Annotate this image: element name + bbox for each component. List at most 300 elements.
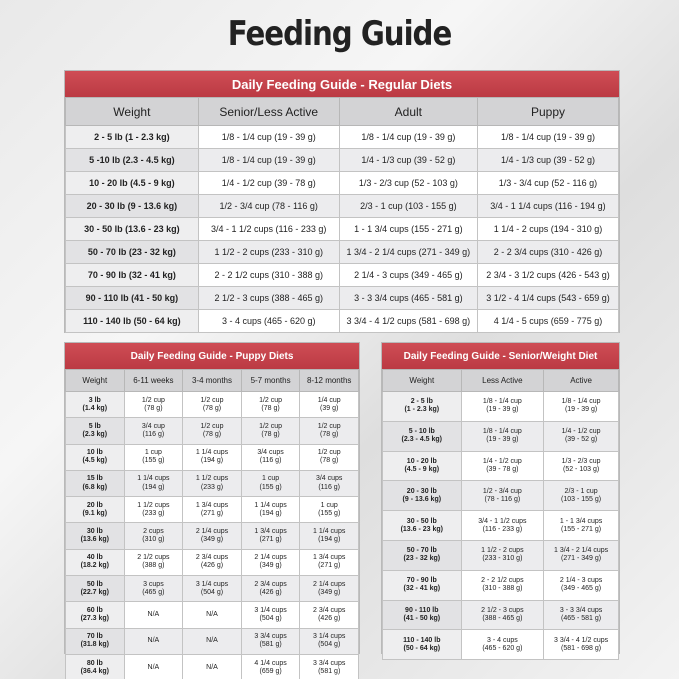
weight-cell: 30 - 50 lb (13.6 - 23 kg) [66,218,199,241]
puppy-col-header: 6-11 weeks [124,370,183,392]
cell-primary-text: 2 1/2 - 3 cups [481,606,524,614]
senior-body [383,392,619,660]
cell-primary-text: 1 - 1 3/4 cups [559,517,603,525]
cell-primary-text: 30 lb [86,528,103,536]
cell-primary-text: 1/2 cup [259,422,283,430]
amount-cell [544,630,619,660]
amount-cell: 3 - 4 cups (465 - 620 g) [198,310,339,333]
cell-primary-text: 5 lb [88,422,101,430]
amount-cell [544,570,619,600]
table-row [383,392,619,422]
senior-col-header: Weight [383,370,462,392]
cell-secondary-text: (19 - 39 g) [486,436,519,444]
cell-primary-text: 15 lb [86,475,103,483]
cell-secondary-text: (1 - 2.3 kg) [404,406,440,414]
amount-cell [183,444,242,470]
amount-cell: 1/4 - 1/2 cup (39 - 78 g) [198,172,339,195]
cell-secondary-text: (50 - 64 kg) [403,644,441,652]
cell-primary-text: N/A [147,663,160,671]
amount-cell [461,570,544,600]
regular-diets-table [64,70,620,333]
cell-secondary-text: (52 - 103 g) [562,465,600,473]
cell-secondary-text: (6.8 kg) [82,483,108,491]
senior-col-header: Active [544,370,619,392]
cell-primary-text: 2 1/4 cups [313,580,346,588]
cell-secondary-text: (32 - 41 kg) [403,585,441,593]
weight-cell [383,451,462,481]
amount-cell: 1/8 - 1/4 cup (19 - 39 g) [477,126,618,149]
amount-cell [183,602,242,628]
table-row [66,654,359,679]
amount-cell [241,392,300,418]
weight-cell [383,540,462,570]
puppy-body [66,392,359,679]
cell-secondary-text: (581 g) [318,667,341,675]
cell-primary-text: 1 3/4 cups [313,554,346,562]
amount-cell [300,523,359,549]
cell-secondary-text: (2.3 kg) [82,430,108,438]
table-row [66,549,359,575]
cell-secondary-text: (9.1 kg) [82,509,108,517]
cell-secondary-text: (155 g) [259,483,282,491]
table-row [66,392,359,418]
table-row [383,451,619,481]
amount-cell [461,540,544,570]
amount-cell [300,628,359,654]
cell-secondary-text: (271 g) [200,509,224,517]
table-row [66,195,619,218]
puppy-diets-table [64,342,360,675]
cell-secondary-text: (349 - 465 g) [561,585,602,593]
cell-primary-text: 1 1/4 cups [313,528,346,536]
weight-cell [66,444,125,470]
cell-primary-text: 1 3/4 cups [195,501,229,509]
cell-secondary-text: (349 g) [318,588,341,596]
cell-secondary-text: (155 g) [318,509,341,517]
cell-primary-text: 2/3 - 1 cup [564,487,598,495]
cell-secondary-text: (78 g) [202,404,222,412]
amount-cell [183,392,242,418]
amount-cell: 1/3 - 2/3 cup (52 - 103 g) [339,172,477,195]
cell-secondary-text: (194 g) [200,457,224,465]
cell-primary-text: 3/4 cups [315,475,343,483]
cell-secondary-text: (194 g) [318,536,341,544]
cell-secondary-text: (2.3 - 4.5 kg) [401,436,443,444]
amount-cell [183,470,242,496]
cell-secondary-text: (194 g) [142,483,165,491]
amount-cell [300,576,359,602]
cell-primary-text: 30 - 50 lb [406,517,437,525]
amount-cell [124,549,183,575]
cell-primary-text: 20 lb [86,501,103,509]
cell-primary-text: 10 - 20 lb [406,457,437,465]
cell-primary-text: 1 3/4 - 2 1/4 cups [554,547,609,555]
cell-secondary-text: (19 - 39 g) [564,406,598,414]
amount-cell: 1 1/2 - 2 cups (233 - 310 g) [198,241,339,264]
weight-cell [66,602,125,628]
weight-cell [383,630,462,660]
cell-secondary-text: (349 g) [259,562,282,570]
cell-primary-text: 1/4 - 1/2 cup [482,457,522,465]
amount-cell [241,497,300,523]
amount-cell: 1 3/4 - 2 1/4 cups (271 - 349 g) [339,241,477,264]
cell-primary-text: 60 lb [86,606,103,614]
cell-secondary-text: (271 g) [318,562,341,570]
amount-cell: 1 1/4 - 2 cups (194 - 310 g) [477,218,618,241]
weight-cell [66,654,125,679]
amount-cell [241,523,300,549]
amount-cell [241,444,300,470]
weight-cell [66,392,125,418]
weight-cell [66,576,125,602]
cell-primary-text: 2 3/4 cups [313,606,346,614]
amount-cell [300,470,359,496]
cell-secondary-text: (23 - 32 kg) [403,555,441,563]
amount-cell: 1 - 1 3/4 cups (155 - 271 g) [339,218,477,241]
cell-primary-text: 50 lb [86,580,103,588]
amount-cell [544,421,619,451]
amount-cell [183,418,242,444]
senior-diets-grid [382,369,619,660]
cell-primary-text: 1/8 - 1/4 cup [482,428,522,436]
cell-primary-text: 3 3/4 cups [313,659,346,667]
amount-cell [300,497,359,523]
cell-secondary-text: (659 g) [259,667,282,675]
cell-secondary-text: (504 g) [200,588,224,596]
cell-primary-text: 1 1/4 cups [137,475,170,483]
cell-primary-text: 3 lb [88,396,101,404]
puppy-diets-grid [65,369,359,679]
cell-secondary-text: (155 g) [142,457,165,465]
puppy-diets-caption: Daily Feeding Guide - Puppy Diets [65,343,359,369]
weight-cell [383,392,462,422]
table-row [383,540,619,570]
amount-cell [124,392,183,418]
amount-cell [183,497,242,523]
cell-primary-text: 1 1/4 cups [254,501,287,509]
amount-cell [124,497,183,523]
cell-secondary-text: (39 g) [320,404,339,412]
amount-cell [461,511,544,541]
table-row [66,523,359,549]
cell-secondary-text: (78 g) [261,430,280,438]
regular-body [66,126,619,333]
puppy-col-header: Weight [66,370,125,392]
regular-diets-caption: Daily Feeding Guide - Regular Diets [65,71,619,97]
cell-secondary-text: (155 - 271 g) [561,525,602,533]
cell-primary-text: 1 1/2 - 2 cups [481,547,524,555]
cell-secondary-text: (36.4 kg) [80,667,109,675]
cell-secondary-text: (78 g) [202,430,222,438]
weight-cell: 90 - 110 lb (41 - 50 kg) [66,287,199,310]
cell-secondary-text: (78 - 116 g) [484,495,521,503]
amount-cell: 1/4 - 1/3 cup (39 - 52 g) [339,149,477,172]
cell-primary-text: 1/2 cup [317,449,341,457]
cell-primary-text: 1/2 cup [259,396,283,404]
weight-cell [66,418,125,444]
table-row [66,418,359,444]
cell-secondary-text: (116 g) [318,483,341,491]
amount-cell: 1/8 - 1/4 cup (19 - 39 g) [198,126,339,149]
table-row [383,630,619,660]
cell-primary-text: 1/2 cup [200,422,224,430]
table-row [66,241,619,264]
amount-cell [544,600,619,630]
regular-col-header: Puppy [477,98,618,126]
amount-cell [124,523,183,549]
senior-col-header: Less Active [461,370,544,392]
cell-primary-text: 1/2 cup [141,396,165,404]
cell-secondary-text: (426 g) [318,615,341,623]
cell-secondary-text: (13.6 - 23 kg) [400,525,443,533]
cell-secondary-text: (39 - 78 g) [486,465,519,473]
cell-primary-text: 1 cup [320,501,338,509]
amount-cell: 1/2 - 3/4 cup (78 - 116 g) [198,195,339,218]
amount-cell [241,628,300,654]
amount-cell: 2 1/4 - 3 cups (349 - 465 g) [339,264,477,287]
cell-primary-text: 3 cups [143,580,164,588]
cell-primary-text: 3/4 cups [257,449,284,457]
table-row [66,218,619,241]
cell-secondary-text: (116 g) [142,430,165,438]
cell-primary-text: 3 1/4 cups [313,633,346,641]
cell-primary-text: 2 - 2 1/2 cups [481,577,524,585]
cell-primary-text: 70 - 90 lb [406,577,437,585]
weight-cell [66,628,125,654]
cell-secondary-text: (465 g) [142,588,165,596]
weight-cell: 50 - 70 lb (23 - 32 kg) [66,241,199,264]
amount-cell: 1/4 - 1/3 cup (39 - 52 g) [477,149,618,172]
amount-cell [461,600,544,630]
amount-cell [183,523,242,549]
cell-primary-text: 90 - 110 lb [405,606,439,614]
cell-secondary-text: (39 - 52 g) [564,436,598,444]
cell-primary-text: 2 1/2 cups [137,554,170,562]
cell-secondary-text: (233 - 310 g) [482,555,523,563]
cell-secondary-text: (9 - 13.6 kg) [402,495,442,503]
amount-cell [241,602,300,628]
cell-primary-text: 40 lb [86,554,103,562]
senior-header-row [383,370,619,392]
cell-primary-text: 3 - 3 3/4 cups [559,606,603,614]
amount-cell [300,418,359,444]
cell-secondary-text: (194 g) [259,509,282,517]
amount-cell: 3/4 - 1 1/2 cups (116 - 233 g) [198,218,339,241]
cell-secondary-text: (465 - 581 g) [561,614,602,622]
amount-cell [183,628,242,654]
cell-primary-text: 2 cups [143,528,164,536]
cell-secondary-text: (31.8 kg) [80,641,109,649]
amount-cell [544,481,619,511]
cell-primary-text: 1/4 - 1/2 cup [561,428,601,436]
cell-secondary-text: (581 g) [259,641,282,649]
cell-primary-text: 3 - 4 cups [487,636,518,644]
cell-secondary-text: (116 - 233 g) [482,525,523,533]
amount-cell [241,470,300,496]
amount-cell [124,602,183,628]
weight-cell [66,549,125,575]
cell-secondary-text: (78 g) [320,430,339,438]
amount-cell: 2 3/4 - 3 1/2 cups (426 - 543 g) [477,264,618,287]
cell-primary-text: 3 3/4 cups [254,633,287,641]
amount-cell [300,654,359,679]
amount-cell [461,481,544,511]
table-row [66,172,619,195]
cell-primary-text: 20 - 30 lb [406,487,437,495]
cell-primary-text: 1/2 - 3/4 cup [482,487,522,495]
cell-primary-text: 110 - 140 lb [403,636,441,644]
cell-primary-text: 2 3/4 cups [254,580,287,588]
cell-secondary-text: (78 g) [320,457,339,465]
amount-cell: 3 1/2 - 4 1/4 cups (543 - 659 g) [477,287,618,310]
amount-cell [544,511,619,541]
amount-cell [124,444,183,470]
table-row [66,602,359,628]
weight-cell: 70 - 90 lb (32 - 41 kg) [66,264,199,287]
cell-secondary-text: (4.5 kg) [82,457,108,465]
cell-secondary-text: (388 - 465 g) [482,614,523,622]
table-row [383,570,619,600]
weight-cell: 5 -10 lb (2.3 - 4.5 kg) [66,149,199,172]
cell-secondary-text: (310 g) [142,536,165,544]
cell-primary-text: 2 - 5 lb [410,398,433,406]
cell-primary-text: 3/4 - 1 1/2 cups [478,517,527,525]
amount-cell [461,451,544,481]
amount-cell [241,654,300,679]
table-row [66,628,359,654]
cell-secondary-text: (78 g) [144,404,163,412]
cell-primary-text: 50 - 70 lb [406,547,437,555]
amount-cell [124,628,183,654]
amount-cell [183,549,242,575]
cell-secondary-text: (116 g) [259,457,282,465]
cell-primary-text: 10 lb [86,449,103,457]
cell-primary-text: 1 1/2 cups [137,501,170,509]
cell-secondary-text: (271 - 349 g) [561,555,602,563]
amount-cell [124,418,183,444]
cell-secondary-text: (13.6 kg) [80,536,109,544]
cell-secondary-text: (18.2 kg) [80,562,109,570]
cell-secondary-text: (271 g) [259,536,282,544]
cell-secondary-text: (310 - 388 g) [482,585,523,593]
amount-cell [300,392,359,418]
table-row [66,576,359,602]
weight-cell [66,497,125,523]
cell-primary-text: 1/3 - 2/3 cup [561,457,601,465]
senior-diets-table [381,342,620,654]
regular-col-header: Senior/Less Active [198,98,339,126]
amount-cell: 1/3 - 3/4 cup (52 - 116 g) [477,172,618,195]
amount-cell [544,451,619,481]
weight-cell [383,481,462,511]
amount-cell: 3 3/4 - 4 1/2 cups (581 - 698 g) [339,310,477,333]
table-row [66,126,619,149]
cell-secondary-text: (233 g) [200,483,224,491]
table-row [383,481,619,511]
amount-cell [461,392,544,422]
page-title: Feeding Guide [227,14,452,54]
amount-cell [124,576,183,602]
table-row [66,310,619,333]
regular-col-header: Weight [66,98,199,126]
amount-cell [124,470,183,496]
cell-primary-text: 3 1/4 cups [195,580,229,588]
table-row [383,421,619,451]
senior-diets-caption: Daily Feeding Guide - Senior/Weight Diet [382,343,619,369]
amount-cell [461,630,544,660]
weight-cell: 110 - 140 lb (50 - 64 kg) [66,310,199,333]
amount-cell [544,540,619,570]
table-row [383,600,619,630]
amount-cell [124,654,183,679]
weight-cell [383,511,462,541]
cell-primary-text: 1/8 - 1/4 cup [561,398,601,406]
cell-primary-text: 3 3/4 - 4 1/2 cups [554,636,609,644]
cell-primary-text: 1/4 cup [317,396,341,404]
amount-cell [241,549,300,575]
table-row [66,287,619,310]
cell-secondary-text: (426 g) [259,588,282,596]
amount-cell [183,654,242,679]
weight-cell [383,421,462,451]
table-row [66,149,619,172]
amount-cell: 3 - 3 3/4 cups (465 - 581 g) [339,287,477,310]
weight-cell: 20 - 30 lb (9 - 13.6 kg) [66,195,199,218]
amount-cell: 2 - 2 3/4 cups (310 - 426 g) [477,241,618,264]
weight-cell [66,470,125,496]
regular-header-row [66,98,619,126]
amount-cell: 1/8 - 1/4 cup (19 - 39 g) [198,149,339,172]
puppy-col-header: 5-7 months [241,370,300,392]
cell-secondary-text: (1.4 kg) [82,404,108,412]
amount-cell [300,444,359,470]
puppy-col-header: 8-12 months [300,370,359,392]
cell-primary-text: 80 lb [86,659,103,667]
cell-primary-text: 1 cup [144,449,162,457]
cell-primary-text: N/A [147,611,160,618]
amount-cell: 2 1/2 - 3 cups (388 - 465 g) [198,287,339,310]
cell-secondary-text: (233 g) [142,509,165,517]
cell-primary-text: 1/2 cup [200,396,224,404]
cell-primary-text: 5 - 10 lb [408,428,435,436]
amount-cell: 2/3 - 1 cup (103 - 155 g) [339,195,477,218]
weight-cell [383,570,462,600]
cell-secondary-text: (581 - 698 g) [561,644,602,652]
cell-primary-text: 3/4 cup [141,422,165,430]
cell-primary-text: 1 3/4 cups [254,528,287,536]
amount-cell [544,392,619,422]
weight-cell [66,523,125,549]
cell-secondary-text: (388 g) [142,562,165,570]
amount-cell: 2 - 2 1/2 cups (310 - 388 g) [198,264,339,287]
regular-diets-grid [65,97,619,333]
amount-cell [241,576,300,602]
cell-secondary-text: (504 g) [318,641,341,649]
cell-secondary-text: (27.3 kg) [80,615,109,623]
table-row [383,511,619,541]
weight-cell [383,600,462,630]
cell-secondary-text: (504 g) [259,615,282,623]
cell-secondary-text: (78 g) [261,404,280,412]
table-row [66,444,359,470]
table-row [66,470,359,496]
cell-primary-text: 2 3/4 cups [195,554,229,562]
weight-cell: 10 - 20 lb (4.5 - 9 kg) [66,172,199,195]
cell-primary-text: N/A [147,637,160,645]
cell-primary-text: 3 1/4 cups [254,606,287,614]
puppy-header-row [66,370,359,392]
cell-primary-text: 1 cup [262,475,280,483]
